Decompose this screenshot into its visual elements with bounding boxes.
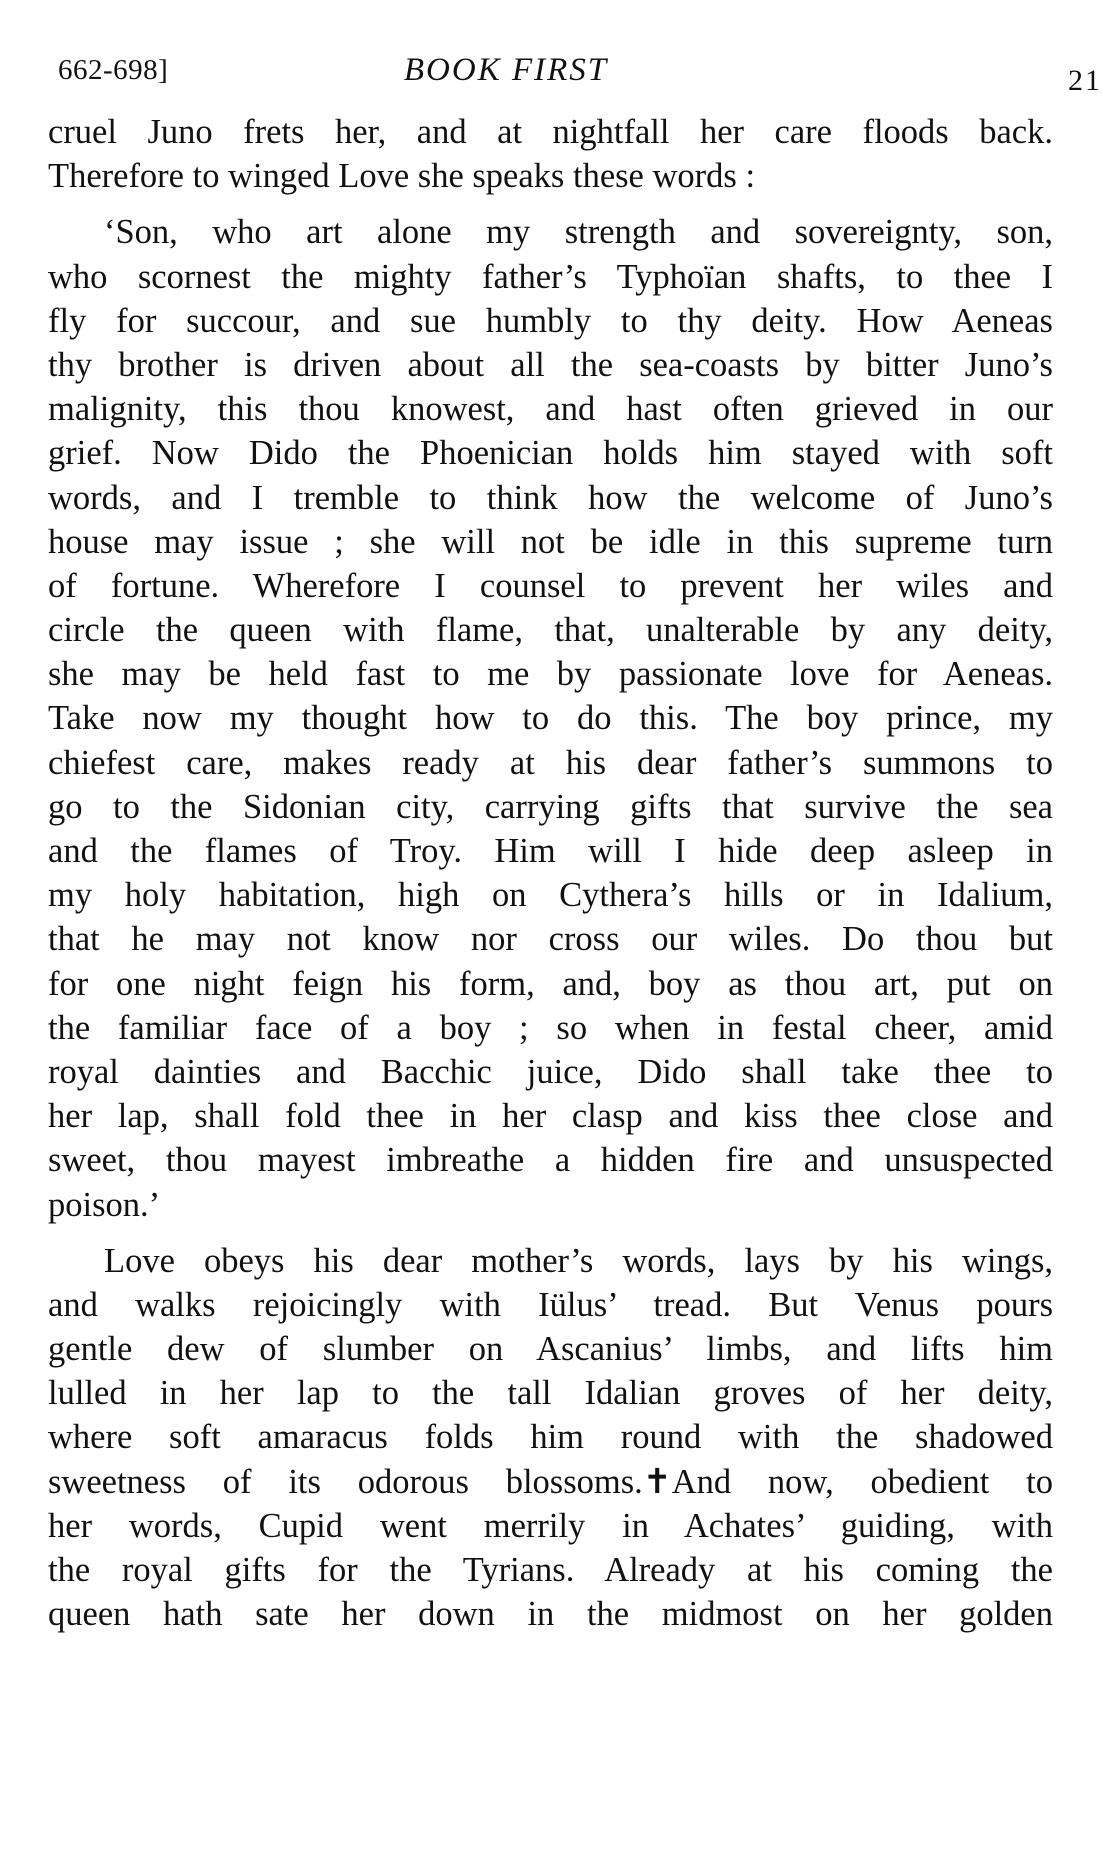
text-line: and the flames of Troy. Him will I hide deep asleep in (48, 832, 1053, 870)
text-line: sweetness of its odorous blossoms.✝And now, obedient to (48, 1462, 1053, 1501)
text-line: sweet, thou mayest imbreathe a hidden fire and unsuspected (48, 1141, 1053, 1180)
text-line: gentle dew of slumber on Ascanius’ limbs, and lifts him (48, 1330, 1053, 1369)
text-line: that he may not know nor cross our wiles. Do thou but (48, 920, 1053, 959)
running-header (58, 52, 1102, 97)
text-line: words, and I tremble to think how the welcome of Juno’s (48, 478, 1053, 517)
text-line: my holy habitation, high on Cythera’s hills or in Idalium, (48, 876, 1053, 915)
text-line: go to the Sidonian city, carrying gifts that survive the sea (48, 787, 1053, 826)
text-line: she may be held fast to me by passionate love for Aeneas. (48, 655, 1053, 694)
text-line: the royal gifts for the Tyrians. Already at his coming the (48, 1551, 1053, 1589)
paragraph (48, 110, 1053, 198)
text-line: where soft amaracus folds him round with the shadowed (48, 1418, 1053, 1457)
text-line: her lap, shall fold thee in her clasp and kiss thee close and (48, 1097, 1053, 1136)
text-line: fly for succour, and sue humbly to thy deity. How Aeneas (48, 301, 1053, 340)
text-line: grief. Now Dido the Phoenician holds him stayed with soft (48, 434, 1053, 473)
text-line: poison.’ (48, 1185, 161, 1224)
line-range: 662-698] (58, 54, 169, 86)
text-line: Love obeys his dear mother’s words, lays by his wings, (104, 1241, 1053, 1280)
text-line: for one night feign his form, and, boy as thou art, put on (48, 964, 1053, 1003)
text-line: circle the queen with flame, that, unalterable by any deity, (48, 611, 1053, 650)
running-title: BOOK FIRST (403, 52, 609, 88)
text-line: house may issue ; she will not be idle in this supreme turn (48, 522, 1053, 561)
text-line: and walks rejoicingly with Iülus’ tread. But Venus pours (48, 1285, 1053, 1324)
text-line: her words, Cupid went merrily in Achates’ guiding, with (48, 1506, 1053, 1545)
text-line: queen hath sate her down in the midmost on her golden (48, 1595, 1053, 1634)
paragraph (48, 210, 1053, 1226)
paragraph-gap (48, 1227, 1053, 1239)
text-line: of fortune. Wherefore I counsel to prevent her wiles and (48, 566, 1053, 605)
text-line: ‘Son, who art alone my strength and sovereignty, son, (104, 213, 1053, 252)
text-line: cruel Juno frets her, and at nightfall her care floods back. (48, 113, 1053, 151)
text-line: lulled in her lap to the tall Idalian groves of her deity, (48, 1374, 1053, 1413)
text-line: the familiar face of a boy ; so when in festal cheer, amid (48, 1008, 1053, 1047)
text-line: chiefest care, makes ready at his dear father’s summons to (48, 743, 1053, 782)
text-line: Take now my thought how to do this. The boy prince, my (48, 699, 1053, 738)
text-line: Therefore to winged Love she speaks these words : (48, 157, 756, 196)
paragraph (48, 1239, 1053, 1637)
paragraph-gap (48, 198, 1053, 210)
body-text (48, 110, 1053, 1636)
text-line: who scornest the mighty father’s Typhoïan shafts, to thee I (48, 257, 1053, 296)
text-line: malignity, this thou knowest, and hast often grieved in our (48, 390, 1053, 429)
text-line: royal dainties and Bacchic juice, Dido shall take thee to (48, 1052, 1053, 1091)
page-number: 21 (1068, 64, 1102, 97)
text-line: thy brother is driven about all the sea-coasts by bitter Juno’s (48, 345, 1053, 384)
